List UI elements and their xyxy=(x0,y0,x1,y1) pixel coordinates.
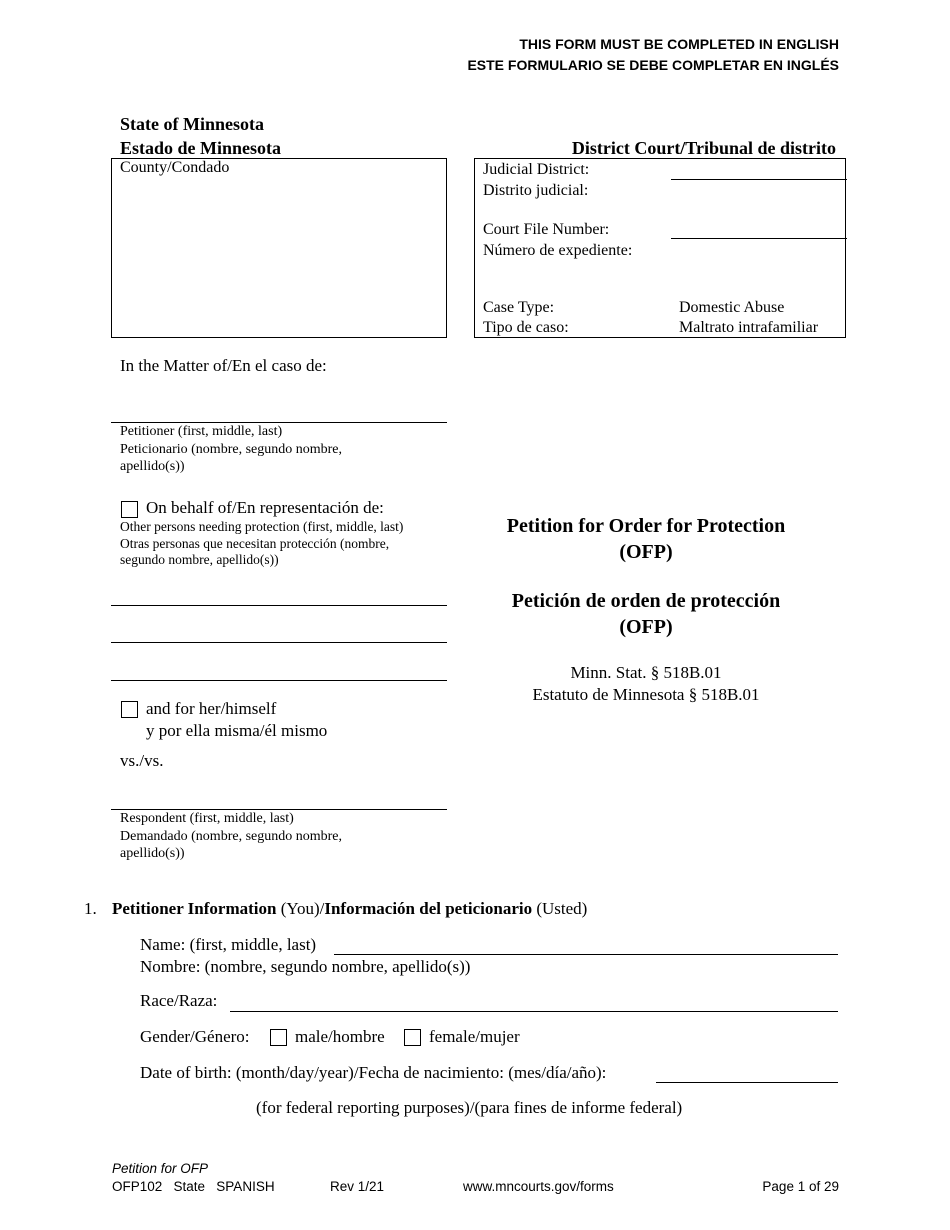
language-notice-es: ESTE FORMULARIO SE DEBE COMPLETAR EN INGLÉS xyxy=(467,57,839,73)
name-label-en: Name: (first, middle, last) xyxy=(140,935,317,954)
others-caption xyxy=(120,519,403,569)
name-label xyxy=(140,934,470,978)
section-1-heading xyxy=(112,899,587,919)
judicial-district-field[interactable] xyxy=(671,179,847,180)
others-caption-es2: segundo nombre, apellido(s)) xyxy=(120,552,279,567)
vs-label: vs./vs. xyxy=(120,751,164,770)
dob-input[interactable] xyxy=(656,1082,838,1083)
petitioner-caption-es2: apellido(s)) xyxy=(120,459,185,474)
language-notice xyxy=(467,34,839,76)
form-title-en-line2: (OFP) xyxy=(619,541,673,563)
court-info-box xyxy=(474,158,846,338)
female-label: female/mujer xyxy=(429,1027,520,1046)
male-checkbox[interactable] xyxy=(270,1029,287,1046)
form-title-en xyxy=(466,513,826,565)
form-title-es-line2: (OFP) xyxy=(619,616,673,638)
language-notice-en: THIS FORM MUST BE COMPLETED IN ENGLISH xyxy=(519,36,839,52)
county-box[interactable] xyxy=(111,158,447,338)
statute-en: Minn. Stat. § 518B.01 xyxy=(570,663,722,682)
court-file-en: Court File Number: xyxy=(483,221,610,238)
court-file-label xyxy=(483,219,632,261)
case-type-label xyxy=(483,298,569,338)
statute-es: Estatuto de Minnesota § 518B.01 xyxy=(532,685,760,704)
other-person-field-2[interactable] xyxy=(111,642,447,643)
court-file-field[interactable] xyxy=(671,238,847,239)
form-title-en-line1: Petition for Order for Protection xyxy=(506,515,786,537)
female-checkbox[interactable] xyxy=(404,1029,421,1046)
other-person-field-3[interactable] xyxy=(111,680,447,681)
respondent-caption-es2: apellido(s)) xyxy=(120,846,185,861)
self-checkbox[interactable] xyxy=(121,701,138,718)
section-1-heading-en: Petitioner Information xyxy=(112,899,277,918)
petitioner-caption xyxy=(120,423,342,476)
footer-form-name: Petition for OFP xyxy=(112,1161,209,1176)
petitioner-name-input[interactable] xyxy=(334,954,838,955)
race-label: Race/Raza: xyxy=(140,991,218,1010)
section-1-heading-you: (You)/ xyxy=(276,899,325,918)
county-label: County/Condado xyxy=(120,159,230,176)
other-person-field-1[interactable] xyxy=(111,605,447,606)
case-type-value-en: Domestic Abuse xyxy=(679,299,785,316)
federal-note: (for federal reporting purposes)/(para fines de informe federal) xyxy=(256,1098,683,1117)
case-type-value xyxy=(679,298,818,338)
case-type-value-es: Maltrato intrafamiliar xyxy=(679,319,819,336)
footer-url[interactable]: www.mncourts.gov/forms xyxy=(463,1179,614,1194)
petitioner-caption-en: Petitioner (first, middle, last) xyxy=(120,424,283,439)
statute-citation xyxy=(466,662,826,706)
state-name-en: State of Minnesota xyxy=(120,114,264,134)
court-heading: District Court/Tribunal de distrito xyxy=(571,138,836,158)
name-label-es: Nombre: (nombre, segundo nombre, apellido(s)) xyxy=(140,957,471,976)
respondent-caption-es1: Demandado (nombre, segundo nombre, xyxy=(120,828,342,844)
section-1-heading-es: Información del peticionario xyxy=(324,899,533,918)
self-label-es: y por ella misma/él mismo xyxy=(146,721,328,740)
court-file-es: Número de expediente: xyxy=(483,242,633,259)
race-input[interactable] xyxy=(230,1011,838,1012)
dob-label: Date of birth: (month/day/year)/Fecha de nacimiento: (mes/día/año): xyxy=(140,1063,607,1082)
footer-form-code: OFP102 State SPANISH xyxy=(112,1179,275,1194)
on-behalf-label: On behalf of/En representación de: xyxy=(146,498,384,517)
others-caption-en: Other persons needing protection (first, middle, last) xyxy=(120,519,404,534)
judicial-district-label xyxy=(483,159,589,201)
respondent-caption xyxy=(120,810,342,863)
case-type-es: Tipo de caso: xyxy=(483,319,569,336)
gender-label: Gender/Género: xyxy=(140,1027,250,1046)
respondent-caption-en: Respondent (first, middle, last) xyxy=(120,811,294,826)
footer-page-number: Page 1 of 29 xyxy=(762,1179,839,1194)
on-behalf-checkbox[interactable] xyxy=(121,501,138,518)
matter-of-label: In the Matter of/En el caso de: xyxy=(120,356,327,375)
others-caption-es1: Otras personas que necesitan protección (nombre, xyxy=(120,535,390,551)
male-label: male/hombre xyxy=(295,1027,385,1046)
section-1-heading-usted: (Usted) xyxy=(532,899,588,918)
form-title-es xyxy=(466,588,826,640)
petitioner-caption-es1: Peticionario (nombre, segundo nombre, xyxy=(120,441,343,457)
state-name-es: Estado de Minnesota xyxy=(120,138,282,158)
judicial-district-en: Judicial District: xyxy=(483,161,590,178)
judicial-district-es: Distrito judicial: xyxy=(483,182,589,199)
case-type-en: Case Type: xyxy=(483,299,555,316)
section-1-number: 1. xyxy=(84,899,97,918)
form-title-es-line1: Petición de orden de protección xyxy=(511,590,781,612)
state-heading xyxy=(120,112,281,160)
footer-revision: Rev 1/21 xyxy=(330,1179,385,1194)
self-label-en: and for her/himself xyxy=(146,699,277,718)
self-label xyxy=(146,698,327,742)
